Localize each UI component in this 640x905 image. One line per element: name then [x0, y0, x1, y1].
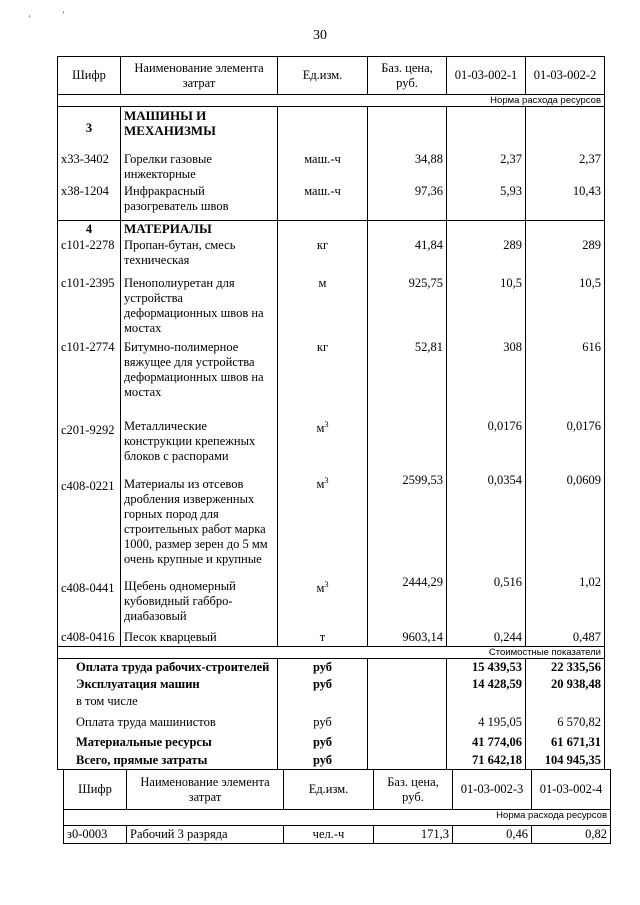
- row-unit: маш.-ч: [278, 183, 368, 221]
- section-number: 4: [58, 221, 121, 238]
- totals-unit: руб: [278, 732, 368, 752]
- table-header: [58, 57, 605, 95]
- row-code: з0-0003: [64, 826, 127, 844]
- section-title: МАШИНЫ И МЕХАНИЗМЫ: [121, 107, 278, 151]
- row-name: Металлические конструкции крепежных блоков с распорами: [121, 411, 278, 467]
- row-name: Материалы из отсевов дробления изверженных горных пород для строительных работ марка 1000, размер зерен до 5 мм очень крупные и крупные: [121, 467, 278, 571]
- totals-value-2: 104 945,35: [526, 752, 605, 770]
- table-row: [58, 467, 605, 571]
- row-code: с101-2395: [58, 275, 121, 339]
- row-value-1: 308: [447, 339, 526, 411]
- row-value-2: 616: [526, 339, 605, 411]
- section-header: [58, 107, 605, 151]
- section-header: [58, 221, 605, 238]
- row-name: Битумно-полимерное вяжущее для устройства деформационных швов на мостах: [121, 339, 278, 411]
- totals-name: Всего, прямые затраты: [58, 752, 278, 770]
- header-unit: Ед.изм.: [284, 770, 374, 810]
- row-unit: $м^3$: [278, 411, 368, 467]
- row-value-2: 10,5: [526, 275, 605, 339]
- row-unit: чел.-ч: [284, 826, 374, 844]
- header-code: Шифр: [58, 57, 121, 95]
- section-number: 3: [58, 107, 121, 151]
- row-name: Инфракрасный разогреватель швов: [121, 183, 278, 221]
- unit-superscript: 3: [324, 580, 329, 589]
- row-unit: $м^3$: [278, 571, 368, 629]
- row-name: Песок кварцевый: [121, 629, 278, 647]
- cost-label: Стоимостные показатели: [58, 647, 605, 659]
- totals-row: [58, 710, 605, 732]
- scan-mark: ': [63, 10, 65, 19]
- totals-value-2: 6 570,82: [526, 710, 605, 732]
- header-price: Баз. цена, руб.: [374, 770, 453, 810]
- row-price: 2599,53: [368, 467, 447, 571]
- totals-row: [58, 693, 605, 710]
- section-title: МАТЕРИАЛЫ: [121, 221, 278, 238]
- header-price: Баз. цена, руб.: [368, 57, 447, 95]
- row-name: Горелки газовые инжекторные: [121, 151, 278, 183]
- totals-value-1: 15 439,53: [447, 659, 526, 677]
- row-name: Щебень одномерный кубовидный габбро-диабазовый: [121, 571, 278, 629]
- totals-value-2: 61 671,31: [526, 732, 605, 752]
- table-row: [58, 275, 605, 339]
- row-value-1: 10,5: [447, 275, 526, 339]
- totals-name: в том числе: [58, 693, 278, 710]
- scan-mark: ': [29, 14, 31, 23]
- row-price: 97,36: [368, 183, 447, 221]
- row-value-1: 289: [447, 237, 526, 275]
- totals-name: Эксплуатация машин: [58, 676, 278, 693]
- resource-table-2: [63, 769, 611, 844]
- norm-label: Норма расхода ресурсов: [58, 95, 605, 107]
- row-value-1: 0,0354: [447, 467, 526, 571]
- row-value-2: 0,0609: [526, 467, 605, 571]
- totals-value-2: 20 938,48: [526, 676, 605, 693]
- row-code: с101-2278: [58, 237, 121, 275]
- row-price: 171,3: [374, 826, 453, 844]
- row-price: [368, 411, 447, 467]
- row-code: с408-0441: [58, 571, 121, 629]
- totals-unit: руб: [278, 752, 368, 770]
- row-value-1: 0,0176: [447, 411, 526, 467]
- row-code: х33-3402: [58, 151, 121, 183]
- row-code: с408-0221: [58, 467, 121, 571]
- row-value-1: 0,46: [453, 826, 532, 844]
- header-name: Наименование элемента затрат: [121, 57, 278, 95]
- unit-superscript: 3: [324, 420, 329, 429]
- row-value-2: 0,82: [532, 826, 611, 844]
- totals-unit: руб: [278, 710, 368, 732]
- row-name: Пропан-бутан, смесь техническая: [121, 237, 278, 275]
- header-name: Наименование элемента затрат: [127, 770, 284, 810]
- table-row: [58, 339, 605, 411]
- row-value-2: 2,37: [526, 151, 605, 183]
- totals-row: [58, 732, 605, 752]
- resource-table-1: [57, 56, 605, 770]
- table-row: [58, 411, 605, 467]
- header-col-3: 01-03-002-3: [453, 770, 532, 810]
- totals-value-1: 14 428,59: [447, 676, 526, 693]
- row-unit: кг: [278, 339, 368, 411]
- row-price: 925,75: [368, 275, 447, 339]
- totals-value-1: 4 195,05: [447, 710, 526, 732]
- row-unit: маш.-ч: [278, 151, 368, 183]
- totals-row: [58, 676, 605, 693]
- totals-row: [58, 752, 605, 770]
- row-value-2: 0,0176: [526, 411, 605, 467]
- totals-unit: руб: [278, 659, 368, 677]
- row-name: Пенополиуретан для устройства деформационных швов на мостах: [121, 275, 278, 339]
- row-unit: кг: [278, 237, 368, 275]
- header-col-1: 01-03-002-1: [447, 57, 526, 95]
- totals-unit: руб: [278, 676, 368, 693]
- totals-value-2: 22 335,56: [526, 659, 605, 677]
- row-value-1: 5,93: [447, 183, 526, 221]
- table-row: [58, 183, 605, 221]
- row-value-2: 1,02: [526, 571, 605, 629]
- row-unit: т: [278, 629, 368, 647]
- row-value-2: 0,487: [526, 629, 605, 647]
- table-row: [58, 151, 605, 183]
- totals-name: Материальные ресурсы: [58, 732, 278, 752]
- header-col-2: 01-03-002-2: [526, 57, 605, 95]
- norm-label: Норма расхода ресурсов: [64, 810, 611, 826]
- row-name: Рабочий 3 разряда: [127, 826, 284, 844]
- totals-value-1: 71 642,18: [447, 752, 526, 770]
- row-value-1: 2,37: [447, 151, 526, 183]
- row-unit: $м^3$: [278, 467, 368, 571]
- header-unit: Ед.изм.: [278, 57, 368, 95]
- row-value-2: 289: [526, 237, 605, 275]
- row-code: с101-2774: [58, 339, 121, 411]
- table-header: [64, 770, 611, 810]
- row-code: с201-9292: [58, 411, 121, 467]
- cost-label-row: [58, 647, 605, 659]
- table-row: [58, 237, 605, 275]
- row-price: 41,84: [368, 237, 447, 275]
- totals-name: Оплата труда рабочих-строителей: [58, 659, 278, 677]
- page-number: 30: [313, 28, 327, 43]
- row-price: 2444,29: [368, 571, 447, 629]
- row-code: х38-1204: [58, 183, 121, 221]
- row-value-1: 0,244: [447, 629, 526, 647]
- table-row: [58, 571, 605, 629]
- unit-superscript: 3: [324, 476, 329, 485]
- totals-name: Оплата труда машинистов: [58, 710, 278, 732]
- norm-label-row: [58, 95, 605, 107]
- row-value-2: 10,43: [526, 183, 605, 221]
- header-col-4: 01-03-002-4: [532, 770, 611, 810]
- norm-label-row: [64, 810, 611, 826]
- row-price: 52,81: [368, 339, 447, 411]
- totals-row: [58, 659, 605, 677]
- row-price: 9603,14: [368, 629, 447, 647]
- totals-value-1: 41 774,06: [447, 732, 526, 752]
- table-row: [64, 826, 611, 844]
- table-row: [58, 629, 605, 647]
- row-unit: м: [278, 275, 368, 339]
- row-value-1: 0,516: [447, 571, 526, 629]
- row-code: с408-0416: [58, 629, 121, 647]
- header-code: Шифр: [64, 770, 127, 810]
- row-price: 34,88: [368, 151, 447, 183]
